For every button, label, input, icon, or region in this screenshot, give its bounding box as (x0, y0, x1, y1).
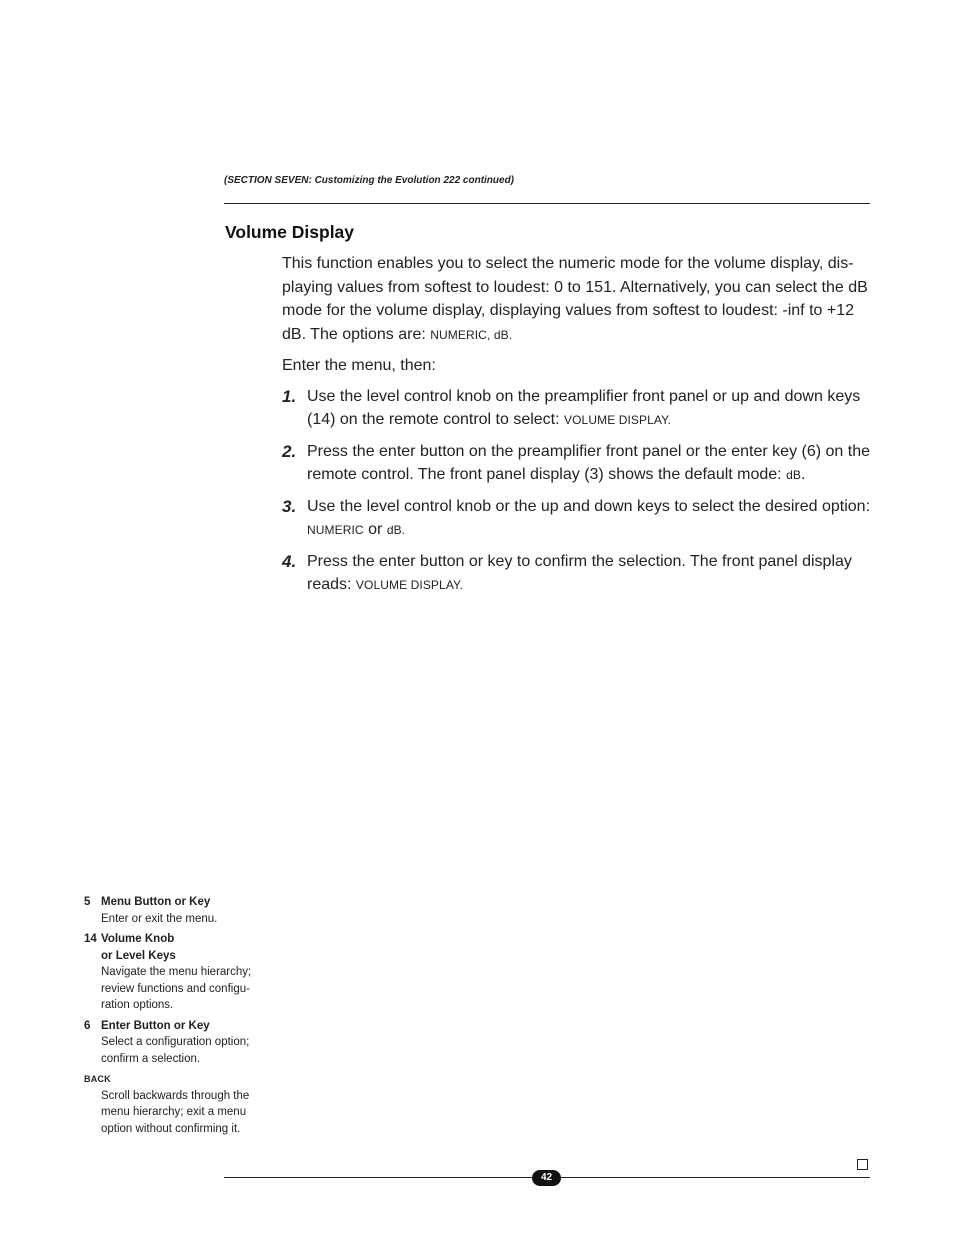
legend-number: 5 (84, 896, 91, 908)
legend-title: BACK (84, 1074, 111, 1084)
section-title: Volume Display (225, 222, 355, 242)
corner-square-icon (857, 1159, 868, 1170)
legend-title: Volume Knob (101, 933, 175, 945)
step-text: Press the enter button on the preamplifier front panel or the enter key (6) on the remote control. The front panel display (3) shows the default mode: (307, 442, 870, 483)
step-option: dB. (386, 523, 406, 537)
step-option: NUMERIC (307, 523, 364, 537)
step-item (282, 495, 872, 543)
options-list: NUMERIC, dB. (430, 327, 513, 342)
intro-text: This function enables you to select the numeric mode for the volume display, dis-playing values from softest to loudest: 0 to 151. Alternatively, you can select the dB mode for the volume display, displaying values from softest to loudest: -inf to +12 dB. The options are: (282, 255, 868, 343)
intro-paragraph (282, 252, 872, 347)
legend-item (84, 1018, 269, 1068)
step-item (282, 385, 872, 433)
legend-title: Enter Button or Key (101, 1019, 210, 1032)
legend-title-continued: or Level Keys (101, 949, 176, 962)
step-text: Press the enter button or key to confirm the selection. The front panel display reads: (307, 552, 852, 593)
legend-title: Menu Button or Key (101, 896, 211, 908)
step-number: 2. (282, 441, 297, 461)
legend-number: 14 (84, 933, 97, 945)
step-tail: . (800, 466, 806, 483)
page-number: 42 (532, 1170, 561, 1186)
lead-text: Enter the menu, then: (282, 357, 436, 374)
step-option: dB (786, 468, 801, 482)
body-content (282, 252, 872, 605)
legend-description: Scroll backwards through the menu hierarchy; exit a menu option without confirming it. (101, 1089, 250, 1135)
controls-legend (84, 894, 269, 1141)
step-option: VOLUME DISPLAY. (355, 578, 464, 592)
legend-description: Select a configuration option; confirm a selection. (101, 1036, 250, 1065)
step-number: 3. (282, 496, 297, 516)
legend-item (84, 1071, 269, 1137)
step-text: Use the level control knob or the up and down keys to select the desired option: (307, 497, 871, 515)
step-item (282, 440, 872, 488)
step-option: VOLUME DISPLAY. (564, 413, 672, 427)
step-text: Use the level control knob on the preamplifier front panel or up and down keys (14) on the remote control to select: (307, 387, 861, 428)
steps-list (282, 385, 872, 598)
section-header-note: (SECTION SEVEN: Customizing the Evolution 222 continued) (224, 175, 515, 186)
step-item (282, 550, 872, 598)
step-connector: or (363, 521, 387, 538)
legend-description: Enter or exit the menu. (101, 912, 218, 925)
step-number: 4. (282, 551, 297, 571)
step-number: 1. (282, 386, 297, 406)
legend-description: Navigate the menu hierarchy; review functions and configu-ration options. (101, 966, 252, 1011)
legend-item (84, 931, 269, 1014)
top-divider (224, 203, 870, 204)
legend-item (84, 894, 269, 927)
legend-number: 6 (84, 1019, 91, 1032)
